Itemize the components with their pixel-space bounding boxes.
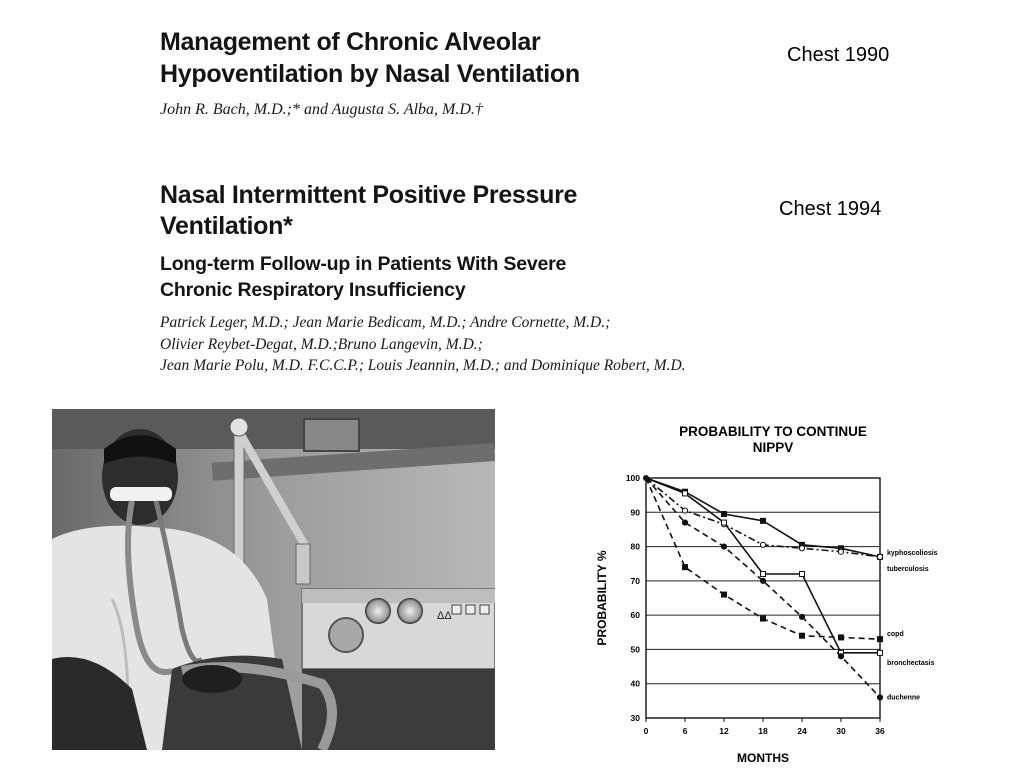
series-point-duchenne [721,544,726,549]
series-point-tuberculosis [799,546,804,551]
ventilator-gauge-right [397,598,423,624]
paper1-title [160,26,760,90]
paper2-authors-line3: Jean Marie Polu, M.D. F.C.C.P.; Louis Jeannin, M.D.; and Dominique Robert, M.D. [160,357,686,374]
series-point-duchenne [838,654,843,659]
x-tick-label: 24 [797,726,807,736]
paper1-title-line1: Management of Chronic Alveolar [160,28,541,56]
series-point-kyphoscoliosis [761,518,766,523]
series-point-kyphoscoliosis [722,512,727,517]
legend-label-duchenne: duchenne [887,694,921,702]
y-tick-label: 70 [630,575,640,586]
paper2-title [160,180,760,242]
series-point-bronchectasis [800,572,805,577]
paper2-title-line1: Nasal Intermittent Positive Pressure [160,181,578,209]
legend-label-tuberculosis: tuberculosis [887,565,929,573]
y-tick-label: 60 [630,610,640,621]
x-tick-label: 18 [758,726,768,736]
y-tick-label: 90 [630,507,640,518]
series-point-copd [800,633,805,638]
y-tick-label: 100 [625,473,640,483]
paper2-authors [160,312,686,377]
paper2-title-line2: Ventilation* [160,212,293,240]
paper2-subtitle-line1: Long-term Follow-up in Patients With Severe [160,253,567,275]
ventilator-dome [329,618,363,652]
y-axis-label: PROBABILITY % [595,550,609,646]
chart-svg [590,415,960,768]
paper1-authors: John R. Bach, M.D.;* and Augusta S. Alba, M.D.† [160,101,483,118]
series-point-duchenne [799,614,804,619]
x-tick-label: 30 [836,726,846,736]
paper1-title-line2: Hypoventilation by Nasal Ventilation [160,60,580,88]
x-axis-label: MONTHS [737,751,789,765]
series-point-copd [761,616,766,621]
x-tick-label: 6 [682,726,688,736]
series-point-tuberculosis [877,554,882,559]
series-point-tuberculosis [838,549,843,554]
series-point-copd [722,592,727,597]
series-point-duchenne [877,695,882,700]
paper2-citation: Chest 1994 [779,198,882,220]
legend-label-bronchectasis: bronchectasis [887,659,935,667]
chart-title-line1: PROBABILITY TO CONTINUE [679,424,867,439]
legend-label-kyphoscoliosis: kyphoscoliosis [887,549,938,557]
paper2-authors-line1: Patrick Leger, M.D.; Jean Marie Bedicam, M.D.; Andre Cornette, M.D.; [160,314,611,331]
ventilator-panel-label: ΔΔ [437,610,452,622]
chart-title-line2: NIPPV [752,440,794,455]
series-point-copd [839,635,844,640]
paper1-citation: Chest 1990 [787,44,890,66]
x-tick-label: 0 [643,726,649,736]
x-tick-label: 36 [875,726,885,736]
paper2-authors-line2: Olivier Reybet-Degat, M.D.;Bruno Langevin, M.D.; [160,335,483,353]
nippv-probability-chart [590,415,960,768]
y-tick-label: 40 [630,678,640,689]
y-tick-label: 50 [630,644,640,655]
wall-frame [304,419,359,451]
y-tick-label: 30 [630,713,640,723]
series-point-bronchectasis [683,491,688,496]
series-point-tuberculosis [682,508,687,513]
series-point-duchenne [760,578,765,583]
series-point-duchenne [682,520,687,525]
paper2-subtitle-line2: Chronic Respiratory Insufficiency [160,279,466,301]
series-point-copd [683,565,688,570]
y-tick-label: 80 [630,541,640,552]
patient-ventilator-photo [52,409,495,750]
series-origin-point [643,475,649,481]
series-point-bronchectasis [878,650,883,655]
chart-plot-frame [646,478,880,718]
series-line-bronchectasis [646,478,880,653]
legend-label-copd: copd [887,631,904,639]
series-point-bronchectasis [722,520,727,525]
ventilator-gauge-left [365,598,391,624]
nasal-mask [110,487,172,501]
series-point-tuberculosis [760,542,765,547]
series-point-copd [878,637,883,642]
photo-illustration [52,409,495,750]
paper2-subtitle [160,251,760,303]
series-line-duchenne [646,478,880,697]
x-tick-label: 12 [719,726,729,736]
series-point-bronchectasis [761,572,766,577]
